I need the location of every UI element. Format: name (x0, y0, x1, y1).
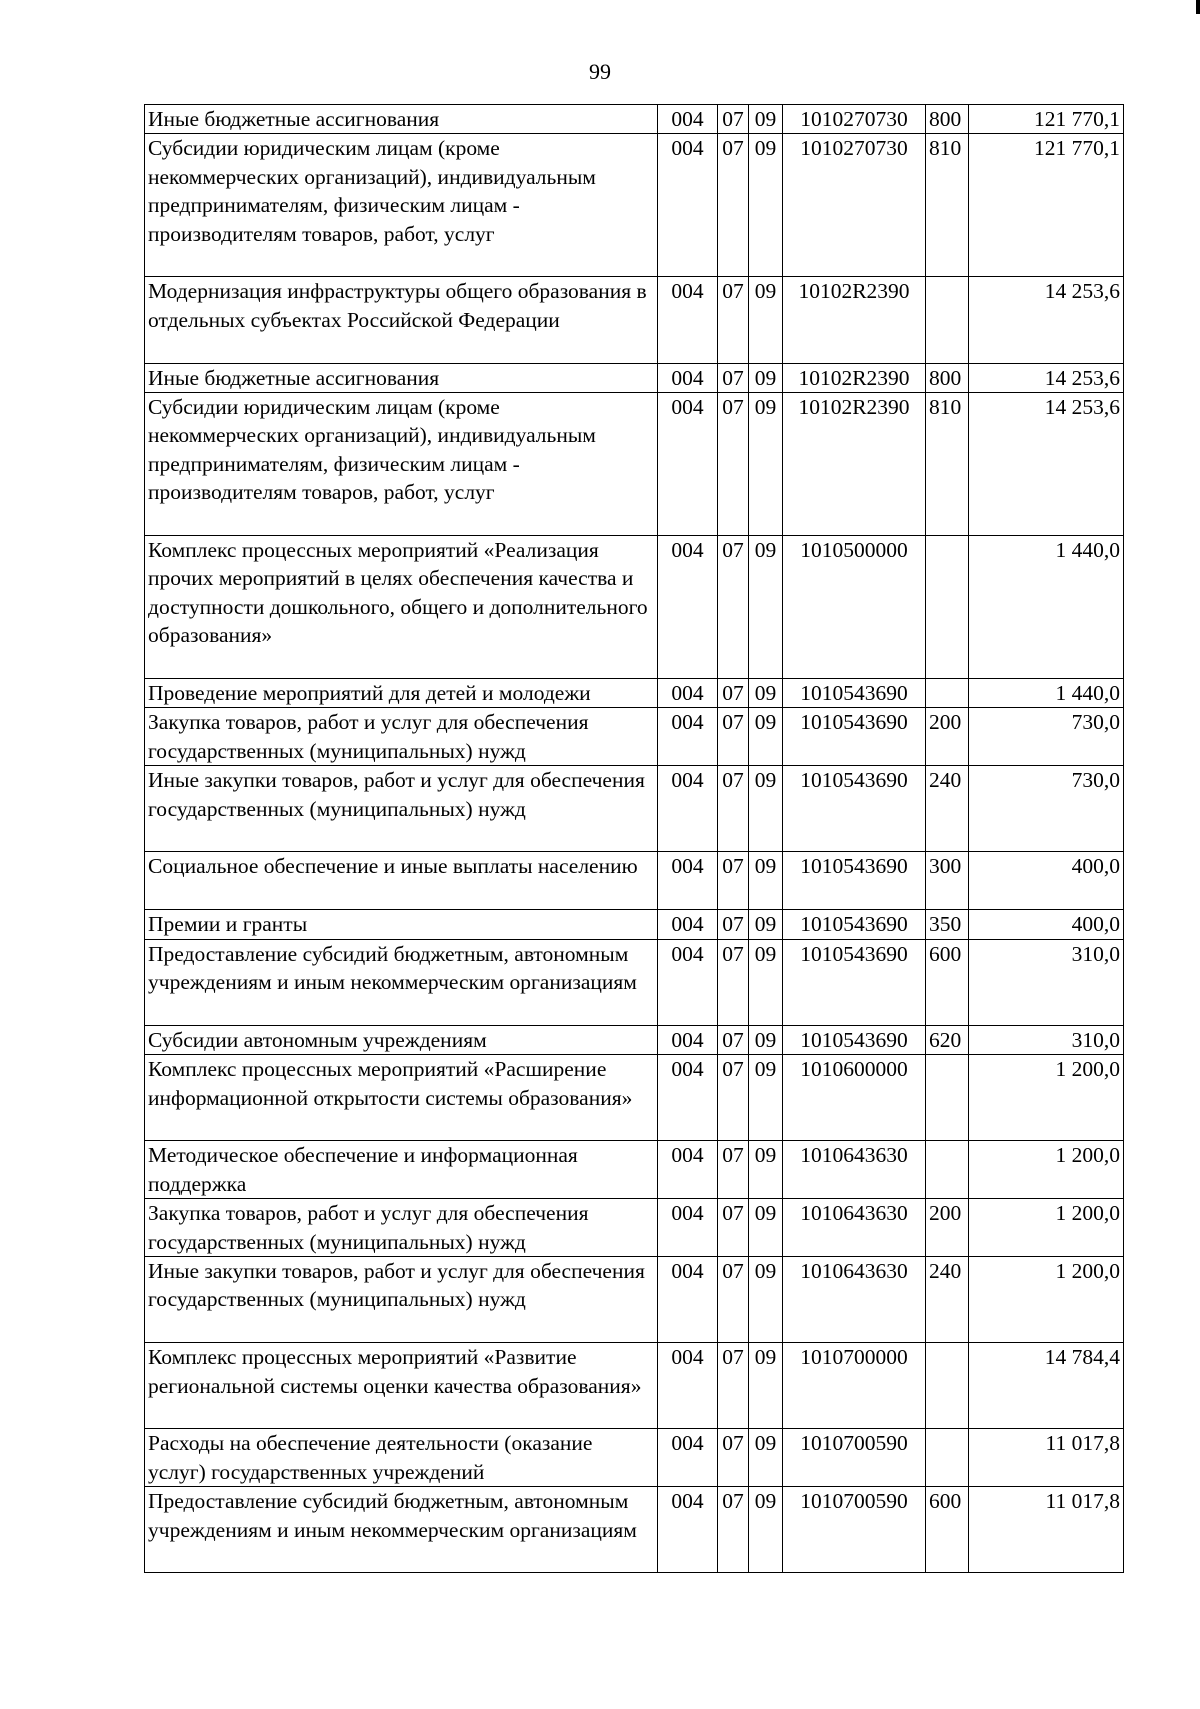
cell-target-article-code: 1010543690 (783, 679, 926, 708)
cell-amount: 400,0 (969, 852, 1124, 910)
cell-expense-name: Иные бюджетные ассигнования (145, 363, 658, 392)
cell-expense-name: Субсидии юридическим лицам (кроме некоммерческих организаций), индивидуальным предпринимателям, физическим лицам - производителям товаров, работ, услуг (145, 134, 658, 277)
table-row (145, 1141, 1124, 1199)
cell-admin-code: 004 (658, 1429, 718, 1487)
cell-expense-type-code: 600 (926, 1487, 969, 1573)
cell-expense-name: Модернизация инфраструктуры общего образования в отдельных субъектах Российской Федерации (145, 277, 658, 363)
cell-expense-type-code: 350 (926, 910, 969, 939)
cell-expense-name: Предоставление субсидий бюджетным, автономным учреждениям и иным некоммерческим организациям (145, 939, 658, 1025)
cell-expense-type-code (926, 536, 969, 679)
cell-amount: 121 770,1 (969, 105, 1124, 134)
cell-subsection-code: 09 (749, 105, 783, 134)
cell-expense-name: Субсидии юридическим лицам (кроме некоммерческих организаций), индивидуальным предпринимателям, физическим лицам - производителям товаров, работ, услуг (145, 393, 658, 536)
scan-corner-mark (1196, 0, 1200, 14)
cell-target-article-code: 1010500000 (783, 536, 926, 679)
table-row (145, 1257, 1124, 1343)
cell-section-code: 07 (718, 393, 749, 536)
cell-target-article-code: 1010700000 (783, 1343, 926, 1429)
table-row (145, 1199, 1124, 1257)
cell-subsection-code: 09 (749, 910, 783, 939)
cell-target-article-code: 10102R2390 (783, 363, 926, 392)
table-row (145, 852, 1124, 910)
cell-target-article-code: 1010700590 (783, 1487, 926, 1573)
table-row (145, 766, 1124, 852)
cell-expense-name: Премии и гранты (145, 910, 658, 939)
cell-target-article-code: 1010543690 (783, 910, 926, 939)
table-row (145, 1343, 1124, 1429)
cell-admin-code: 004 (658, 1487, 718, 1573)
cell-admin-code: 004 (658, 1025, 718, 1054)
cell-admin-code: 004 (658, 536, 718, 679)
table-row (145, 363, 1124, 392)
cell-expense-name: Методическое обеспечение и информационная поддержка (145, 1141, 658, 1199)
cell-subsection-code: 09 (749, 766, 783, 852)
cell-section-code: 07 (718, 1141, 749, 1199)
cell-target-article-code: 1010543690 (783, 852, 926, 910)
cell-subsection-code: 09 (749, 363, 783, 392)
cell-amount: 310,0 (969, 1025, 1124, 1054)
cell-expense-name: Социальное обеспечение и иные выплаты населению (145, 852, 658, 910)
cell-section-code: 07 (718, 134, 749, 277)
cell-amount: 310,0 (969, 939, 1124, 1025)
cell-section-code: 07 (718, 1025, 749, 1054)
cell-amount: 400,0 (969, 910, 1124, 939)
cell-expense-name: Субсидии автономным учреждениям (145, 1025, 658, 1054)
cell-section-code: 07 (718, 766, 749, 852)
cell-admin-code: 004 (658, 1055, 718, 1141)
cell-subsection-code: 09 (749, 1055, 783, 1141)
cell-section-code: 07 (718, 1429, 749, 1487)
cell-amount: 14 253,6 (969, 363, 1124, 392)
table-row (145, 393, 1124, 536)
cell-amount: 121 770,1 (969, 134, 1124, 277)
table-row (145, 105, 1124, 134)
cell-target-article-code: 1010270730 (783, 134, 926, 277)
cell-expense-type-code: 810 (926, 393, 969, 536)
cell-subsection-code: 09 (749, 134, 783, 277)
cell-expense-name: Комплекс процессных мероприятий «Реализация прочих мероприятий в целях обеспечения качества и доступности дошкольного, общего и дополнительного образования» (145, 536, 658, 679)
cell-admin-code: 004 (658, 1199, 718, 1257)
cell-admin-code: 004 (658, 679, 718, 708)
table-row (145, 679, 1124, 708)
cell-amount: 1 200,0 (969, 1141, 1124, 1199)
cell-subsection-code: 09 (749, 1141, 783, 1199)
cell-section-code: 07 (718, 1487, 749, 1573)
cell-expense-type-code: 200 (926, 708, 969, 766)
cell-subsection-code: 09 (749, 277, 783, 363)
cell-section-code: 07 (718, 708, 749, 766)
cell-expense-type-code: 620 (926, 1025, 969, 1054)
cell-expense-name: Расходы на обеспечение деятельности (оказание услуг) государственных учреждений (145, 1429, 658, 1487)
cell-admin-code: 004 (658, 766, 718, 852)
cell-subsection-code: 09 (749, 852, 783, 910)
cell-expense-type-code: 300 (926, 852, 969, 910)
cell-target-article-code: 1010643630 (783, 1257, 926, 1343)
cell-amount: 1 440,0 (969, 679, 1124, 708)
cell-expense-name: Закупка товаров, работ и услуг для обеспечения государственных (муниципальных) нужд (145, 708, 658, 766)
cell-amount: 730,0 (969, 708, 1124, 766)
cell-target-article-code: 1010543690 (783, 708, 926, 766)
cell-target-article-code: 1010543690 (783, 766, 926, 852)
cell-admin-code: 004 (658, 105, 718, 134)
cell-amount: 11 017,8 (969, 1429, 1124, 1487)
cell-expense-type-code: 800 (926, 363, 969, 392)
table-row (145, 1429, 1124, 1487)
cell-amount: 11 017,8 (969, 1487, 1124, 1573)
table-row (145, 939, 1124, 1025)
table-row (145, 1025, 1124, 1054)
cell-amount: 730,0 (969, 766, 1124, 852)
cell-expense-type-code: 810 (926, 134, 969, 277)
cell-target-article-code: 1010543690 (783, 939, 926, 1025)
budget-table-wrapper (144, 104, 1124, 1573)
cell-amount: 14 253,6 (969, 393, 1124, 536)
table-row (145, 708, 1124, 766)
cell-section-code: 07 (718, 1055, 749, 1141)
cell-expense-type-code: 200 (926, 1199, 969, 1257)
table-row (145, 1055, 1124, 1141)
cell-expense-type-code (926, 1141, 969, 1199)
cell-admin-code: 004 (658, 852, 718, 910)
cell-section-code: 07 (718, 363, 749, 392)
cell-subsection-code: 09 (749, 1487, 783, 1573)
cell-expense-type-code (926, 1055, 969, 1141)
budget-table-body (145, 105, 1124, 1573)
table-row (145, 1487, 1124, 1573)
cell-admin-code: 004 (658, 277, 718, 363)
cell-expense-name: Иные закупки товаров, работ и услуг для обеспечения государственных (муниципальных) нужд (145, 766, 658, 852)
cell-section-code: 07 (718, 536, 749, 679)
cell-target-article-code: 1010700590 (783, 1429, 926, 1487)
cell-section-code: 07 (718, 1257, 749, 1343)
cell-expense-type-code: 240 (926, 766, 969, 852)
cell-section-code: 07 (718, 910, 749, 939)
cell-admin-code: 004 (658, 363, 718, 392)
cell-expense-name: Комплекс процессных мероприятий «Развитие региональной системы оценки качества образования» (145, 1343, 658, 1429)
cell-section-code: 07 (718, 852, 749, 910)
cell-admin-code: 004 (658, 1141, 718, 1199)
cell-expense-name: Предоставление субсидий бюджетным, автономным учреждениям и иным некоммерческим организациям (145, 1487, 658, 1573)
cell-admin-code: 004 (658, 1257, 718, 1343)
cell-expense-name: Закупка товаров, работ и услуг для обеспечения государственных (муниципальных) нужд (145, 1199, 658, 1257)
cell-subsection-code: 09 (749, 1199, 783, 1257)
cell-amount: 1 440,0 (969, 536, 1124, 679)
cell-subsection-code: 09 (749, 939, 783, 1025)
cell-target-article-code: 10102R2390 (783, 277, 926, 363)
cell-expense-type-code: 800 (926, 105, 969, 134)
cell-target-article-code: 1010643630 (783, 1141, 926, 1199)
cell-subsection-code: 09 (749, 1343, 783, 1429)
cell-subsection-code: 09 (749, 679, 783, 708)
cell-expense-name: Иные закупки товаров, работ и услуг для обеспечения государственных (муниципальных) нужд (145, 1257, 658, 1343)
cell-subsection-code: 09 (749, 708, 783, 766)
cell-target-article-code: 10102R2390 (783, 393, 926, 536)
cell-target-article-code: 1010270730 (783, 105, 926, 134)
cell-admin-code: 004 (658, 1343, 718, 1429)
cell-target-article-code: 1010543690 (783, 1025, 926, 1054)
cell-subsection-code: 09 (749, 1429, 783, 1487)
cell-section-code: 07 (718, 1343, 749, 1429)
cell-expense-type-code (926, 679, 969, 708)
cell-amount: 1 200,0 (969, 1257, 1124, 1343)
page-number: 99 (589, 59, 611, 84)
cell-expense-name: Иные бюджетные ассигнования (145, 105, 658, 134)
cell-subsection-code: 09 (749, 1025, 783, 1054)
cell-amount: 14 784,4 (969, 1343, 1124, 1429)
cell-expense-type-code (926, 1429, 969, 1487)
cell-subsection-code: 09 (749, 536, 783, 679)
budget-table (144, 104, 1124, 1573)
cell-section-code: 07 (718, 939, 749, 1025)
cell-subsection-code: 09 (749, 393, 783, 536)
table-row (145, 910, 1124, 939)
cell-section-code: 07 (718, 277, 749, 363)
cell-section-code: 07 (718, 679, 749, 708)
cell-amount: 14 253,6 (969, 277, 1124, 363)
cell-expense-type-code (926, 1343, 969, 1429)
cell-subsection-code: 09 (749, 1257, 783, 1343)
cell-admin-code: 004 (658, 939, 718, 1025)
table-row (145, 134, 1124, 277)
cell-target-article-code: 1010600000 (783, 1055, 926, 1141)
cell-expense-name: Проведение мероприятий для детей и молодежи (145, 679, 658, 708)
cell-expense-type-code (926, 277, 969, 363)
cell-admin-code: 004 (658, 910, 718, 939)
cell-target-article-code: 1010643630 (783, 1199, 926, 1257)
cell-amount: 1 200,0 (969, 1055, 1124, 1141)
cell-admin-code: 004 (658, 393, 718, 536)
cell-expense-type-code: 600 (926, 939, 969, 1025)
table-row (145, 536, 1124, 679)
cell-section-code: 07 (718, 105, 749, 134)
cell-admin-code: 004 (658, 134, 718, 277)
cell-section-code: 07 (718, 1199, 749, 1257)
cell-admin-code: 004 (658, 708, 718, 766)
cell-amount: 1 200,0 (969, 1199, 1124, 1257)
table-row (145, 277, 1124, 363)
cell-expense-type-code: 240 (926, 1257, 969, 1343)
cell-expense-name: Комплекс процессных мероприятий «Расширение информационной открытости системы образования» (145, 1055, 658, 1141)
